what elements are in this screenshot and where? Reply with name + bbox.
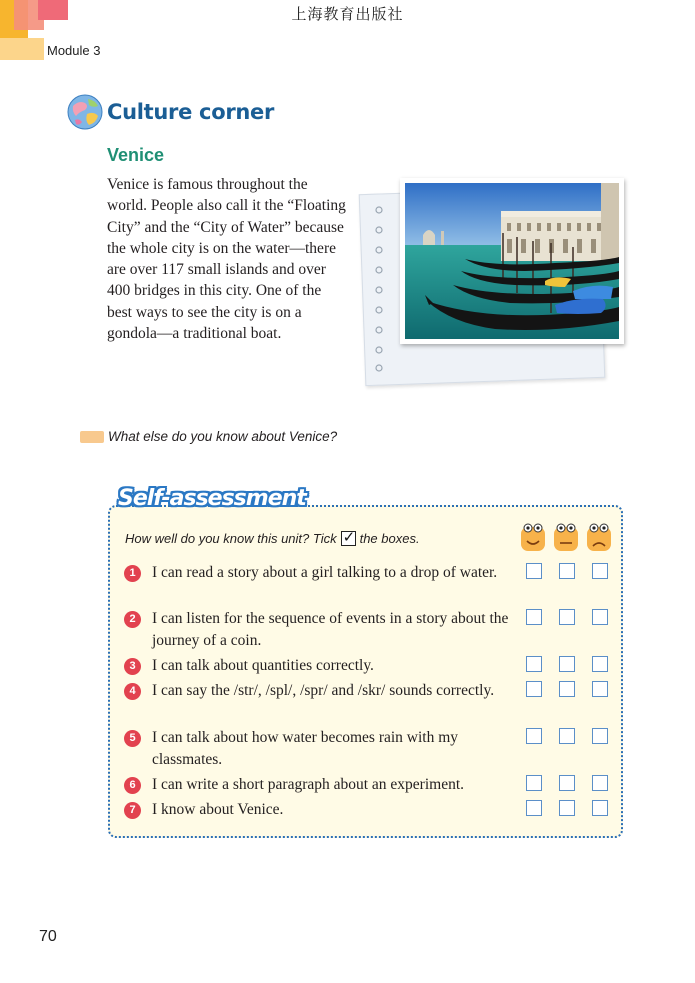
checkbox-ok[interactable] <box>559 775 575 791</box>
globe-icon <box>67 94 103 130</box>
checkbox-ok[interactable] <box>559 681 575 697</box>
checkbox-good[interactable] <box>526 656 542 672</box>
self-assessment-title-text: Self-assessment <box>118 486 306 511</box>
checkbox-ok[interactable] <box>559 563 575 579</box>
checkbox-good[interactable] <box>526 775 542 791</box>
checkbox-poor[interactable] <box>592 775 608 791</box>
venice-photo <box>400 178 624 344</box>
checkbox-good[interactable] <box>526 609 542 625</box>
checkbox-good[interactable] <box>526 728 542 744</box>
checkbox-good[interactable] <box>526 563 542 579</box>
item-text: I can write a short paragraph about an experiment. <box>152 776 465 793</box>
instruction-before: How well do you know this unit? Tick <box>125 531 337 546</box>
discussion-question <box>80 429 337 444</box>
venice-photo-frame <box>362 176 624 384</box>
publisher-name: 上海教育出版社 <box>291 5 404 23</box>
question-tab-marker <box>80 431 104 443</box>
self-assessment-instruction <box>125 531 420 546</box>
happy-face-icon <box>521 524 545 551</box>
checkbox-ok[interactable] <box>559 728 575 744</box>
tick-icon <box>341 531 356 546</box>
module-label: Module 3 <box>47 43 101 58</box>
item-text: I can say the /str/, /spl/, /spr/ and /skr/ sounds correctly. <box>152 682 495 699</box>
rating-faces <box>519 521 613 553</box>
checkbox-ok[interactable] <box>559 656 575 672</box>
self-assessment-title <box>118 486 306 511</box>
article-title: Venice <box>107 145 165 165</box>
checkbox-poor[interactable] <box>592 563 608 579</box>
rating-checkboxes <box>526 775 610 793</box>
sad-face-icon <box>587 524 611 551</box>
item-text: I can talk about quantities correctly. <box>152 657 374 674</box>
item-number: 2 <box>124 611 141 628</box>
item-number: 3 <box>124 658 141 675</box>
checkbox-good[interactable] <box>526 681 542 697</box>
question-text: What else do you know about Venice? <box>108 429 338 444</box>
checkbox-poor[interactable] <box>592 609 608 625</box>
checkbox-poor[interactable] <box>592 656 608 672</box>
spiral-rings <box>372 202 386 372</box>
rating-checkboxes <box>526 563 610 581</box>
rating-checkboxes <box>526 656 610 674</box>
culture-corner-heading <box>67 94 274 130</box>
checkbox-ok[interactable] <box>559 609 575 625</box>
rating-checkboxes <box>526 800 610 818</box>
rating-checkboxes <box>526 728 610 746</box>
checkbox-poor[interactable] <box>592 800 608 816</box>
section-title: Culture corner <box>107 100 275 124</box>
item-text: I know about Venice. <box>152 801 284 818</box>
checkbox-poor[interactable] <box>592 681 608 697</box>
item-text: I can listen for the sequence of events in a story about the journey of a coin. <box>152 610 509 649</box>
item-text: I can talk about how water becomes rain with my classmates. <box>152 729 459 768</box>
rating-checkboxes <box>526 609 610 627</box>
checkbox-ok[interactable] <box>559 800 575 816</box>
instruction-after: the boxes. <box>359 531 420 546</box>
page-number: 70 <box>39 928 57 945</box>
item-number: 7 <box>124 802 141 819</box>
checkbox-poor[interactable] <box>592 728 608 744</box>
item-number: 5 <box>124 730 141 747</box>
item-number: 1 <box>124 565 141 582</box>
item-number: 6 <box>124 777 141 794</box>
item-text: I can read a story about a girl talking to a drop of water. <box>152 564 498 581</box>
item-number: 4 <box>124 683 141 700</box>
checkbox-good[interactable] <box>526 800 542 816</box>
neutral-face-icon <box>554 524 578 551</box>
article-body: Venice is famous throughout the world. People also call it the “Floating City” and the “City of Water” because the whole city is on the water—there are over 117 small islands and over 400 bridges in this city. One of the best ways to see the city is on a gondola—a traditional boat. <box>107 176 346 343</box>
rating-checkboxes <box>526 681 610 699</box>
